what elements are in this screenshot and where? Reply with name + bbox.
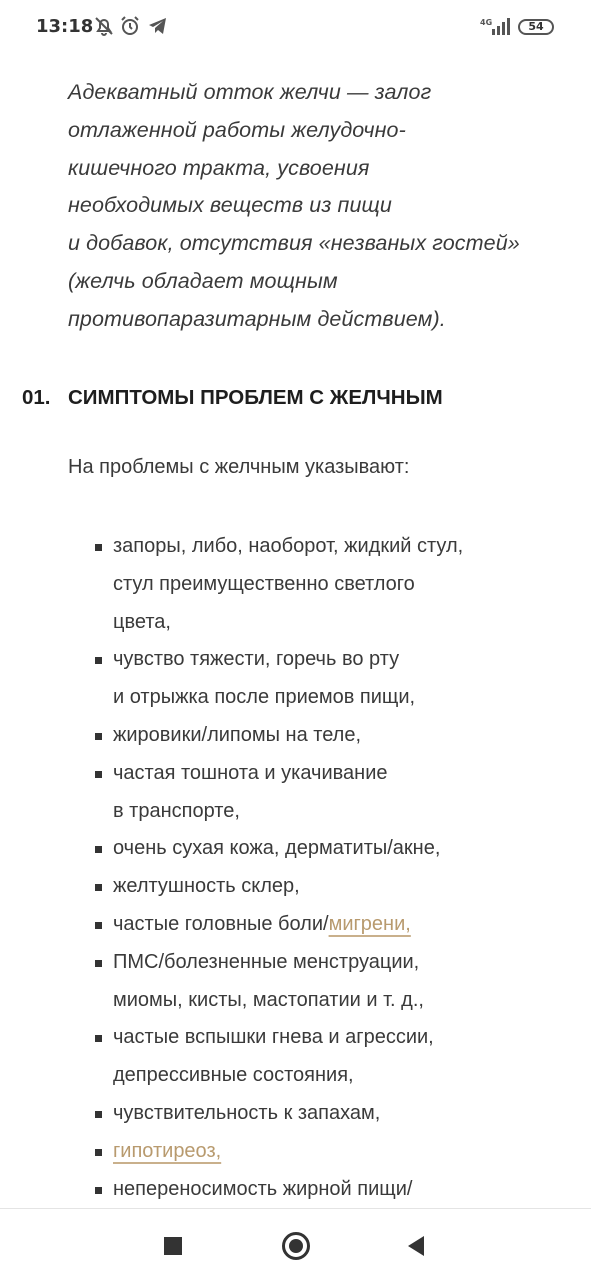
migraine-link[interactable]: мигрени, [328,912,411,935]
list-item [0,868,533,906]
bullet-icon [95,884,102,891]
bullet-icon [95,1187,102,1194]
battery-icon [518,19,554,35]
list-item-line: в транспорте, [113,799,240,822]
mute-icon [92,14,116,38]
status-bar [0,0,591,54]
list-item [0,717,533,755]
list-item [0,1171,533,1209]
navigation-bar [0,1208,591,1281]
bullet-icon [95,960,102,967]
list-item-line: частая тошнота и укачивание [113,761,388,784]
bullet-icon [95,846,102,853]
list-item [0,755,533,831]
list-item-line: желтушность склер, [113,875,300,898]
network-type: 4G [480,18,493,27]
status-time: 13:18 [36,16,94,37]
list-item-line: частые вспышки гнева и агрессии, [113,1026,434,1049]
hypothyroidism-link[interactable]: гипотиреоз, [113,1139,222,1162]
bullet-icon [95,1035,102,1042]
list-item-line: цвета, [113,610,171,633]
intro-quote [68,74,528,339]
section-number: 01. [22,386,51,409]
bullet-icon [95,1111,102,1118]
list-item-line: чувствительность к запахам, [113,1101,381,1124]
list-item-line: жировики/липомы на теле, [113,723,362,746]
list-item [0,830,533,868]
list-item-line: очень сухая кожа, дерматиты/акне, [113,837,441,860]
list-item [0,641,533,717]
bullet-icon [95,922,102,929]
bullet-icon [95,733,102,740]
list-item-text: частые головные боли/ [113,912,329,935]
list-item [0,1019,533,1095]
list-item-line: запоры, либо, наоборот, жидкий стул, [113,535,464,557]
quote-line: противопаразитарным действием). [68,306,446,331]
list-item [0,1095,533,1133]
back-icon[interactable] [406,1235,426,1257]
list-item-line: депрессивные состояния, [113,1064,354,1087]
list-item-line: стул преимущественно светлого [113,572,415,595]
section-title: СИМПТОМЫ ПРОБЛЕМ С ЖЕЛЧНЫМ [68,386,443,409]
list-item [0,528,533,641]
list-item-line: непереносимость жирной пищи/ [113,1177,413,1200]
quote-line: Адекватный отток желчи — залог [68,80,432,104]
list-item [0,1133,533,1171]
recents-icon[interactable] [164,1237,182,1255]
quote-line: отлаженной работы желудочно- [68,117,406,142]
bullet-icon [95,1149,102,1156]
bullet-icon [95,544,102,551]
signal-icon [490,17,512,35]
list-item [0,906,533,944]
bullet-icon [95,771,102,778]
quote-line: необходимых веществ из пищи [68,193,392,218]
alarm-icon [118,14,142,38]
home-icon[interactable] [282,1232,310,1260]
list-item [0,944,533,1020]
list-item-line: и отрыжка после приемов пищи, [113,686,416,709]
symptom-list [0,528,591,1208]
quote-line: кишечного тракта, усвоения [68,155,370,180]
quote-line: (желчь обладает мощным [68,268,338,293]
list-item-line: миомы, кисты, мастопатии и т. д., [113,988,424,1011]
list-item-line: чувство тяжести, горечь во рту [113,648,400,671]
list-item-line: ПМС/болезненные менструации, [113,950,420,973]
bullet-icon [95,657,102,664]
quote-line: и добавок, отсутствия «незваных гостей» [68,231,520,256]
battery-level: 54 [528,20,544,33]
intro-text: На проблемы с желчным указывают: [68,456,410,478]
telegram-icon [146,14,170,38]
